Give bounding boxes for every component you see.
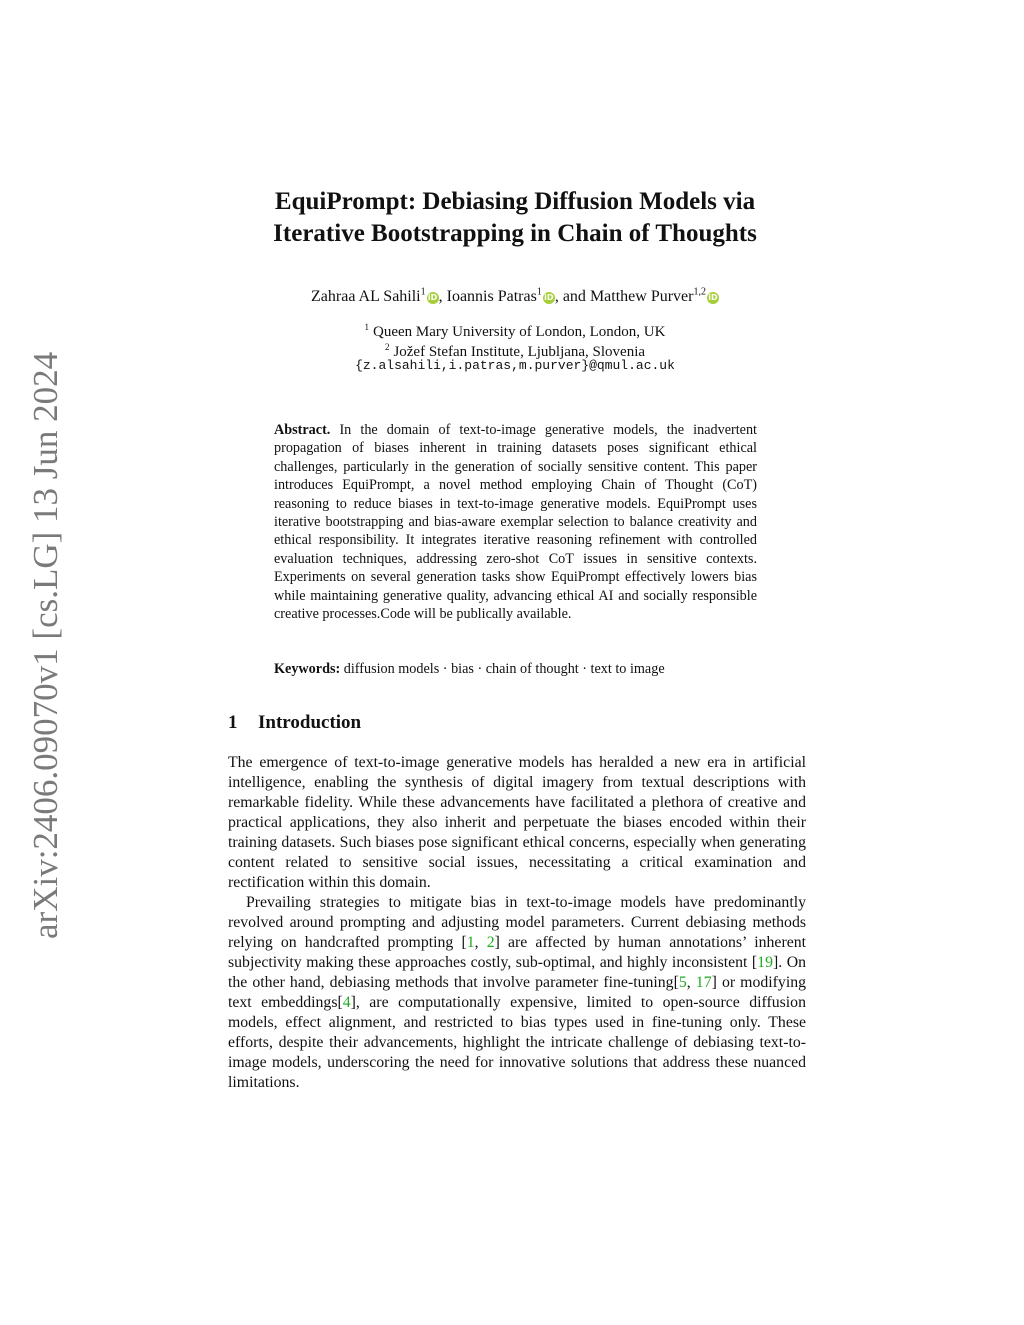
orcid-icon[interactable]: iD [708,292,718,302]
text-run: , [686,974,696,991]
citation-link[interactable]: 4 [342,994,351,1011]
author-affil-mark: 1,2 [693,287,706,298]
keywords [274,660,757,678]
keywords-label: Keywords: [274,661,341,677]
citation-link[interactable]: 2 [486,934,495,951]
citation-link[interactable]: 19 [757,954,773,971]
author-emails[interactable]: {z.alsahili,i.patras,m.purver}@qmul.ac.uk [355,358,675,373]
affiliation-text: Jožef Stefan Institute, Ljubljana, Slovenia [393,344,646,360]
intro-paragraph-1: The emergence of text-to-image generative models has heralded a new era in artificial intelligence, enabling the synthesis of digital imagery from textual descriptions with remarkable fidelity. While these advancements have facilitated a plethora of creative and practical applications, they also inherit and perpetuate the biases encoded within their training datasets. Such biases pose significant ethical concerns, especially when generating content related to sensitive social issues, necessitating a critical examination and rectification within this domain. [228,754,806,891]
author-separator: , and [554,288,590,306]
title-line-1: EquiPrompt: Debiasing Diffusion Models via [274,188,756,215]
author-1 [311,288,447,305]
author-name: Ioannis Patras [446,288,537,306]
paper-title [200,186,830,250]
intro-paragraph-2 [228,893,806,1093]
section-title: Introduction [258,712,362,733]
orcid-icon[interactable]: iD [544,292,554,302]
citation-link[interactable]: 1 [466,934,475,951]
section-heading-introduction [228,711,808,735]
author-affil-mark: 1 [536,287,542,298]
text-run: , [474,934,487,951]
author-name: Zahraa AL Sahili [311,288,421,306]
text-run: ], are computationally expensive, limited to open-source diffusion models, effect alignment, and restricted to bias types used in fine-tuning only. These efforts, despite their advancements, highlight the intricate challenge of debiasing text-to-image models, underscoring the need for innovative solutions that address these nuanced limitations. [228,994,806,1091]
abstract-label: Abstract. [274,422,331,438]
arxiv-identifier: arXiv:2406.09070v1 [cs.LG] 13 Jun 2024 [26,351,65,939]
section-number: 1 [228,712,238,733]
text-run: ] or modifying text embeddings[ [228,974,807,1011]
title-line-2: Iterative Bootstrapping in Chain of Thoughts [273,220,757,247]
keywords-text: diffusion models · bias · chain of thought · text to image [343,661,665,677]
abstract [274,421,757,623]
citation-link[interactable]: 17 [695,974,712,991]
citation-link[interactable]: 5 [678,974,687,991]
author-2 [447,288,590,305]
affiliation-mark: 1 [364,322,370,332]
text-run: Prevailing strategies to mitigate bias in text-to-image models have predominantly revolved around prompting and adjusting model parameters. Current debiasing methods relying on handcrafted prompting [ [228,894,806,951]
author-list [200,283,830,307]
text-run: ] are affected by human annotations’ inherent subjectivity making these approaches costly, sub-optimal, and highly inconsistent [ [228,934,807,971]
affiliation-text: Queen Mary University of London, London, UK [373,324,666,340]
affiliation-mark: 2 [384,342,390,352]
abstract-text: In the domain of text-to-image generative models, the inadvertent propagation of biases inherent in training datasets poses significant ethical challenges, particularly in the generation of socially sensitive content. This paper introduces EquiPrompt, a novel method employing Chain of Thought (CoT) reasoning to reduce biases in text-to-image generative models. EquiPrompt uses iterative bootstrapping and bias-aware exemplar selection to balance creativity and ethical responsibility. It integrates iterative reasoning refinement with controlled evaluation techniques, addressing zero-shot CoT issues in sensitive contexts. Experiments on several generation tasks show EquiPrompt effectively lowers bias while maintaining generative quality, advancing ethical AI and socially responsible creative processes.Code will be publically available. [274,422,757,623]
author-affil-mark: 1 [420,287,426,298]
author-name: Matthew Purver [589,288,694,306]
text-run: ]. On the other hand, debiasing methods that involve parameter fine-tuning[ [228,954,806,991]
orcid-icon[interactable]: iD [427,292,438,302]
author-3 [590,288,719,305]
author-separator: , [438,288,447,306]
